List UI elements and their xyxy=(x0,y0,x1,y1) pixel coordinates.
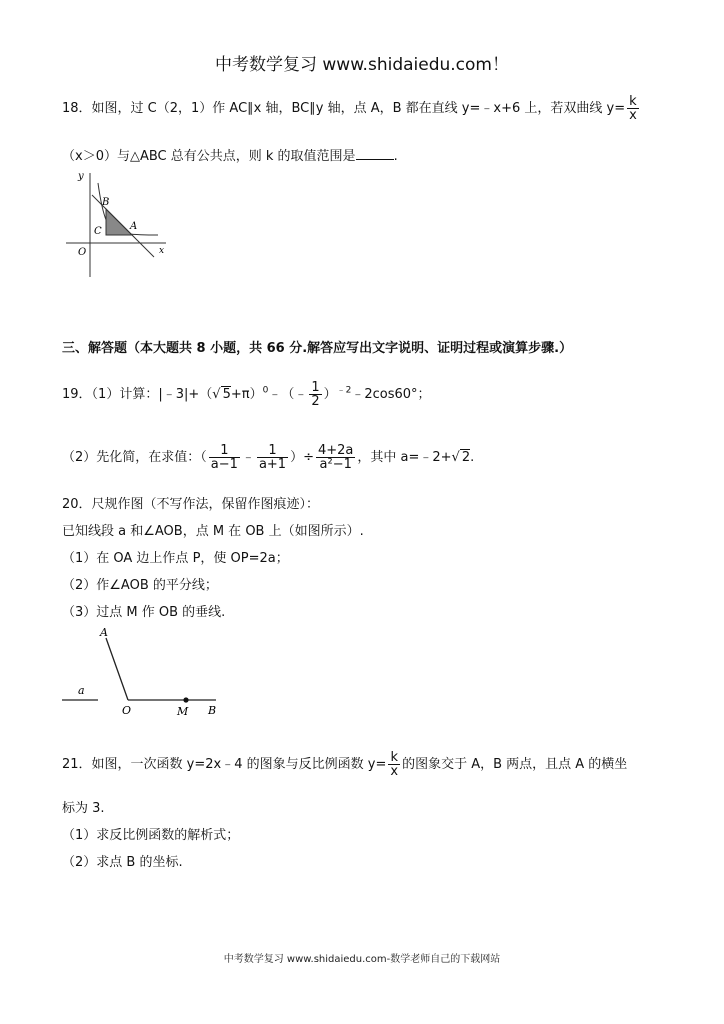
q19-part1: 19．（1）计算：|﹣3|+（√ 5+π）$^0$﹣（﹣ $\frac{1}{2}$ ）$^{﹣2}$﹣2cos60°； xyxy=(62,380,431,409)
x-axis-label: x xyxy=(159,246,165,256)
q19-p1-fraction xyxy=(309,381,321,408)
y-axis-label: y xyxy=(78,171,84,182)
q19-p1-frac-num: 1 xyxy=(311,380,320,395)
origin-label: O xyxy=(78,247,87,258)
q19-p2-fraction3 xyxy=(316,444,355,471)
q21-line1 xyxy=(62,751,627,778)
label-o: O xyxy=(122,704,132,717)
q19-p2-f1-den: a−1 xyxy=(210,457,238,472)
q21-item-2: （2）求点 B 的坐标. xyxy=(62,855,183,870)
q18-frac-num: k xyxy=(627,95,639,109)
q19-p2-f2-num: 1 xyxy=(257,444,288,458)
page-footer: 中考数学复习 www.shidaiedu.com-数学老师自己的下载网站 xyxy=(223,954,501,965)
q21-item-1: （1）求反比例函数的解析式； xyxy=(62,828,240,843)
q19-p2-sqrt: 2 xyxy=(461,450,471,465)
q18-text2-end: . xyxy=(393,149,398,164)
q19-p2-fraction1 xyxy=(209,444,240,471)
q19-p2-text-b: ）÷ xyxy=(290,450,314,465)
q18-fraction xyxy=(627,95,639,122)
answer-blank xyxy=(356,148,394,160)
label-a-upper: A xyxy=(100,626,108,639)
q21-text-b: 的图象交于 A，B 两点，且点 A 的横坐 xyxy=(402,757,628,772)
q18-text1: 18．如图，过 C（2，1）作 AC∥x 轴，BC∥y 轴，点 A，B 都在直线 y=﹣x+6 上，若双曲线 y= xyxy=(62,101,626,116)
q19-p2-fraction2 xyxy=(257,444,288,471)
q21-frac-num: k xyxy=(388,751,400,765)
point-m xyxy=(183,697,188,702)
q19-p1-text-a: 19．（1）计算： xyxy=(62,387,159,402)
q19-p1-text-d: ﹣（﹣ xyxy=(268,387,308,402)
label-b: B xyxy=(208,704,217,717)
q19-p2-text-a: （2）先化简，在求值：（ xyxy=(62,450,207,465)
q18-frac-den: x xyxy=(629,108,637,123)
q19-p2-f3-num: 4+2a xyxy=(317,443,354,458)
q19-p2-minus: ﹣ xyxy=(241,450,255,465)
point-a-label: A xyxy=(130,221,138,232)
page-header: 中考数学复习 www.shidaiedu.com！ xyxy=(215,55,509,75)
label-a-lower: a xyxy=(78,684,85,697)
label-m: M xyxy=(177,705,189,718)
q19-p1-exp2: ﹣2 xyxy=(336,385,352,396)
q20-given: 已知线段 a 和∠AOB，点 M 在 OB 上（如图所示）. xyxy=(62,524,364,539)
q19-p1-text-e: ） xyxy=(323,387,337,402)
q19-p2-f3-den: a²−1 xyxy=(319,457,352,472)
q19-p2-f1-num: 1 xyxy=(209,444,240,458)
q20-title: 20．尺规作图（不写作法，保留作图痕迹）： xyxy=(62,497,320,512)
q18-text2: （x＞0）与△ABC 总有公共点，则 k 的取值范围是 xyxy=(62,149,356,164)
q21-line2: 标为 3. xyxy=(62,801,105,816)
q21-fraction xyxy=(388,751,400,778)
q18-figure xyxy=(62,165,172,285)
q19-part2: （2）先化简，在求值：（ $\frac{1}{a-1}$ ﹣ $\frac{1}{a+1}$ ）÷ $\frac{4+2a}{\text{a²−1}}$ ，其中 a=﹣2+√ 2. xyxy=(62,443,475,472)
q18-line2 xyxy=(62,145,398,164)
point-b-label: B xyxy=(102,197,110,208)
q21-frac-den: x xyxy=(390,764,399,779)
q20-item-2: （2）作∠AOB 的平分线； xyxy=(62,578,218,593)
q19-p2-f2-den: a+1 xyxy=(258,457,287,472)
q19-p2-text-c: ，其中 a=﹣2+ xyxy=(357,450,452,465)
section-3-heading: 三、解答题（本大题共 8 小题，共 66 分.解答应写出文字说明、证明过程或演算步骤.） xyxy=(62,341,573,356)
q20-item-3: （3）过点 M 作 OB 的垂线. xyxy=(62,605,226,620)
q19-p1-text-c: +π） xyxy=(230,387,263,402)
q19-p1-text-f: ﹣2cos60°； xyxy=(351,387,431,402)
q19-p1-abs: |﹣3| xyxy=(158,387,189,402)
q18-line1 xyxy=(62,95,641,122)
q19-p1-frac-den: 2 xyxy=(311,394,320,409)
q20-item-1: （1）在 OA 边上作点 P，使 OP=2a； xyxy=(62,551,289,566)
q19-p1-sqrt: 5 xyxy=(222,387,231,402)
ray-oa xyxy=(106,638,128,700)
point-c-label: C xyxy=(94,226,102,237)
q21-text-a: 21．如图，一次函数 y=2x﹣4 的图象与反比例函数 y= xyxy=(62,757,387,772)
q19-p1-exp0: 0 xyxy=(262,385,269,396)
q19-p2-text-d: . xyxy=(470,450,475,465)
q19-p1-text-b: +（ xyxy=(188,387,213,402)
q20-figure xyxy=(58,622,233,718)
